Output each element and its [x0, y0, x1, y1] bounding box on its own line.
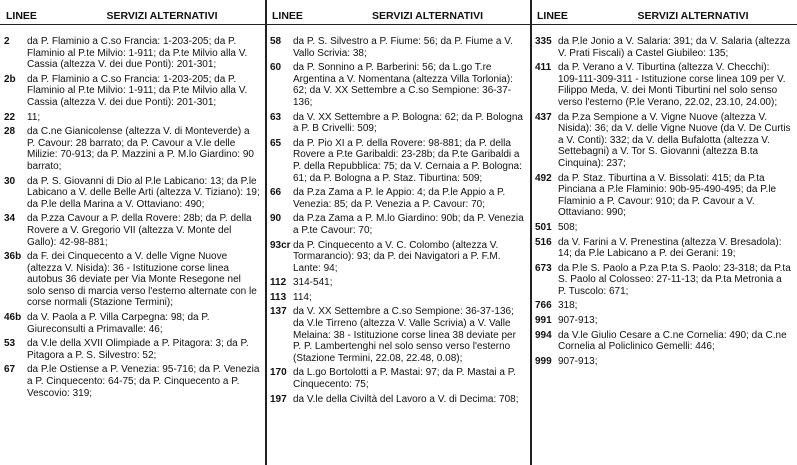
route-alternatives: da P.za Zama a P. M.lo Giardino: 90b; da P. Venezia a P.te Cavour: 70;: [293, 213, 524, 236]
route-number: 60: [270, 62, 282, 74]
route-row: [266, 367, 531, 390]
route-number: 2b: [4, 73, 16, 85]
route-alternatives: da P. Staz. Tiburtina a V. Bissolati: 415; da P.ta Pinciana a P.le Flaminio: 90b-95-490-495; da P.le Flaminio a P. Cavour: 910; da P. Cavour a V. Ottaviano: 990;: [558, 172, 777, 219]
route-alternatives: da P. S. Silvestro a P. Fiume: 56; da P. Fiume a V. Vallo Scrivia: 38;: [293, 36, 513, 59]
route-number: 516: [535, 236, 552, 248]
route-number: 65: [270, 137, 282, 149]
route-alternatives: 907-913;: [558, 355, 598, 367]
route-row: [0, 251, 266, 309]
route-row: [266, 36, 531, 59]
route-number: 58: [270, 36, 282, 47]
route-row: [0, 364, 266, 399]
route-alternatives: da P.zza Cavour a P. della Rovere: 28b; da P. della Rovere a V. Gregorio VII (altezza V. Monte del Gallo): 42-98-881;: [27, 213, 252, 248]
route-row: [0, 176, 266, 211]
route-alternatives: da V.le Giulio Cesare a C.ne Cornelia: 490; da C.ne Cornelia al Policlinico Gemelli: 446;: [558, 329, 787, 353]
route-number: 437: [535, 111, 552, 123]
route-alternatives: da V. Farini a V. Prenestina (altezza V. Bresadola): 14; da P.le Labicano a P. dei Gerani: 19;: [558, 236, 782, 260]
header-linee: LINEE: [6, 10, 37, 22]
route-number: 36b: [4, 251, 22, 263]
route-alternatives: da P.le Jonio a V. Salaria: 391; da V. Salaria (altezza V. Prati Fiscali) a Castel Giubileo: 135;: [558, 36, 791, 59]
route-row: [531, 222, 797, 234]
route-row: [266, 240, 531, 275]
route-row: [266, 277, 531, 289]
route-number: 335: [535, 36, 552, 47]
route-alternatives: 11;: [27, 111, 41, 123]
route-row: [0, 126, 266, 172]
route-alternatives: da P.za Zama a P. le Appio: 4; da P.le Appio a P. Venezia: 85; da P. Venezia a P. Cavour: 70;: [293, 187, 506, 210]
route-alternatives: da P. Flaminio a C.so Francia: 1-203-205; da P. Flaminio al P.te Milvio: 1-911; da P.te Milvio alla V. Cassia (altezza V. dei due Ponti): 201-301;: [27, 73, 248, 108]
route-row: [266, 213, 531, 236]
route-alternatives: da V.le della XVII Olimpiade a P. Pitagora: 3; da P. Pitagora a P. S. Silvestro: 52;: [27, 338, 249, 361]
route-number: 22: [4, 111, 16, 123]
route-alternatives: 508;: [558, 221, 578, 233]
column-divider: [265, 0, 267, 465]
route-alternatives: da P.za Sempione a V. Vigne Nuove (altezza V. Nisida): 36; da V. delle Vigne Nuove (da V. De Curtis a V. Conti): 332; da V. della Bufalotta (altezza V. Settebagni) a V. Tor S. Giovanni (altezza B.ta Cinquina): 237;: [558, 111, 791, 169]
route-alternatives: da P. Pio XI a P. della Rovere: 98-881; da P. della Rovere a P.te Garibaldi: 23-28b; da P.te Garibaldi a P. della Repubblica: 75; da V. Cernaia a P. Bologna: 61; da P. Bologna a P. Staz. Tiburtina: 509;: [293, 137, 522, 184]
route-alternatives: da P.le Ostiense a P. Venezia: 95-716; da P. Venezia a P. Cinquecento: 64-75; da P. Cinquecento a P. Vescovio: 319;: [27, 364, 260, 399]
route-number: 34: [4, 213, 16, 225]
route-row: [266, 138, 531, 184]
route-row: [266, 187, 531, 210]
route-alternatives: da L.go Bortolotti a P. Mastai: 97; da P. Mastai a P. Cinquecento: 75;: [293, 367, 516, 391]
route-number: 991: [535, 315, 552, 327]
header-servizi: SERVIZI ALTERNATIVI: [371, 10, 484, 22]
route-row: [531, 300, 797, 312]
column-3: [531, 0, 797, 465]
route-alternatives: 114;: [293, 291, 312, 303]
route-row: [266, 394, 531, 406]
route-number: 411: [535, 62, 552, 74]
route-number: 673: [535, 262, 552, 274]
route-row: [0, 312, 266, 335]
column-header: [531, 7, 797, 25]
route-row: [266, 112, 531, 135]
route-row: [531, 263, 797, 298]
route-number: 67: [4, 364, 16, 376]
route-number: 53: [4, 338, 16, 350]
route-number: 113: [270, 291, 287, 303]
route-row: [531, 173, 797, 219]
route-row: [266, 292, 531, 304]
route-alternatives: da V.le della Civiltà del Lavoro a V. di Decima: 708;: [293, 393, 519, 405]
route-row: [531, 237, 797, 260]
route-number: 994: [535, 329, 552, 341]
header-linee: LINEE: [272, 10, 303, 22]
route-number: 766: [535, 300, 552, 312]
route-number: 999: [535, 355, 552, 367]
column-2: [266, 0, 531, 465]
route-row: [531, 330, 797, 353]
route-alternatives: da P. S. Giovanni di Dio al P.le Labicano: 13; da P.le Labicano a V. delle Belle Arti (altezza V. Tiziano): 19; da P.le della Marina a V. Ottaviano: 490;: [27, 175, 260, 210]
route-number: 501: [535, 221, 552, 233]
route-row: [266, 306, 531, 364]
route-row: [531, 112, 797, 170]
route-alternatives: da V. Paola a P. Villa Carpegna: 98; da P. Giureconsulti a Primavalle: 46;: [27, 312, 210, 335]
route-alternatives: da P. Sonnino a P. Barberini: 56; da L.go T.re Argentina a V. Nomentana (altezza Villa Torlonia): 62; da V. XX Settembre a C.so Sempione: 36-37-136;: [293, 62, 513, 108]
header-linee: LINEE: [537, 10, 568, 22]
route-row: [0, 213, 266, 248]
route-number: 492: [535, 172, 552, 184]
route-alternatives: da P.le S. Paolo a P.za P.ta S. Paolo: 23-318; da P.ta S. Paolo al Colosseo: 27-11-13; da P.ta Metronia a P. Tuscolo: 671;: [558, 262, 791, 297]
route-number: 28: [4, 126, 16, 138]
route-row: [531, 62, 797, 108]
column-header: [266, 7, 531, 25]
route-alternatives: da P. Cinquecento a V. C. Colombo (altezza V. Tormarancio): 93; da P. dei Navigatori a P. F.M. Lante: 94;: [293, 239, 501, 274]
route-number: 112: [270, 277, 287, 289]
route-alternatives: 907-913;: [558, 315, 598, 327]
route-alternatives: da C.ne Gianicolense (altezza V. di Monteverde) a P. Cavour: 28 barrato; da P. Cavour a V.le delle Milizie: 70-913; da P. Mazzini a P. M.lo Giardino: 90 barrato;: [27, 126, 254, 172]
route-row: [0, 112, 266, 124]
header-servizi: SERVIZI ALTERNATIVI: [106, 10, 218, 22]
route-alternatives: 314-541;: [293, 277, 333, 289]
header-servizi: SERVIZI ALTERNATIVI: [637, 10, 749, 22]
route-number: 46b: [4, 312, 22, 324]
column-header: [0, 7, 266, 25]
route-row: [0, 36, 266, 71]
route-alternatives: 318;: [558, 300, 578, 312]
route-row: [0, 338, 266, 361]
route-row: [0, 74, 266, 109]
route-number: 63: [270, 111, 282, 123]
column-1: [0, 0, 266, 465]
route-number: 197: [270, 393, 287, 405]
column-divider: [530, 0, 532, 465]
routes-list: [266, 36, 531, 408]
route-row: [531, 356, 797, 368]
route-number: 90: [270, 213, 282, 225]
route-alternatives: da P. Verano a V. Tiburtina (altezza V. Checchi): 109-111-309-311 - Istituzione corse linea 109 per V. Filippo Meda, V. dei Monti Tiburtini nel solo senso verso l'esterno (P.le Verano, 22.02, 23.10, 24.00);: [558, 62, 786, 108]
route-row: [531, 36, 797, 59]
route-number: 2: [4, 36, 10, 47]
route-alternatives: da F. dei Cinquecento a V. delle Vigne Nuove (altezza V. Nisida): 36 - Istituzione corse linea autobus 36 deviate per Via Monte Resegone nel solo senso di marcia verso l'esterno alternate con le corse normali (Stazione Termini);: [27, 251, 257, 309]
route-number: 30: [4, 175, 16, 187]
route-alternatives: da V. XX Settembre a C.so Sempione: 36-37-136; da V.le Tirreno (altezza V. Valle Scrivia) a V. Valle Melaina: 38 - Istituzione corse linea 38 deviate per P. P. Lambertenghi nel solo senso verso l'esterno (Stazione Termini, 22.08, 22.48, 0.08);: [293, 306, 516, 364]
route-alternatives: da V. XX Settembre a P. Bologna: 62; da P. Bologna a P. B Crivelli: 509;: [293, 111, 523, 135]
routes-list: [0, 36, 266, 402]
route-row: [266, 62, 531, 108]
route-number: 93cr: [270, 239, 291, 251]
routes-list: [531, 36, 797, 370]
route-number: 170: [270, 367, 287, 379]
route-alternatives: da P. Flaminio a C.so Francia: 1-203-205; da P. Flaminio al P.te Milvio: 1-911; da P.te Milvio alla V. Cassia (altezza V. dei due Ponti): 201-301;: [27, 36, 248, 71]
route-row: [531, 315, 797, 327]
route-number: 137: [270, 306, 287, 318]
route-number: 66: [270, 187, 282, 199]
